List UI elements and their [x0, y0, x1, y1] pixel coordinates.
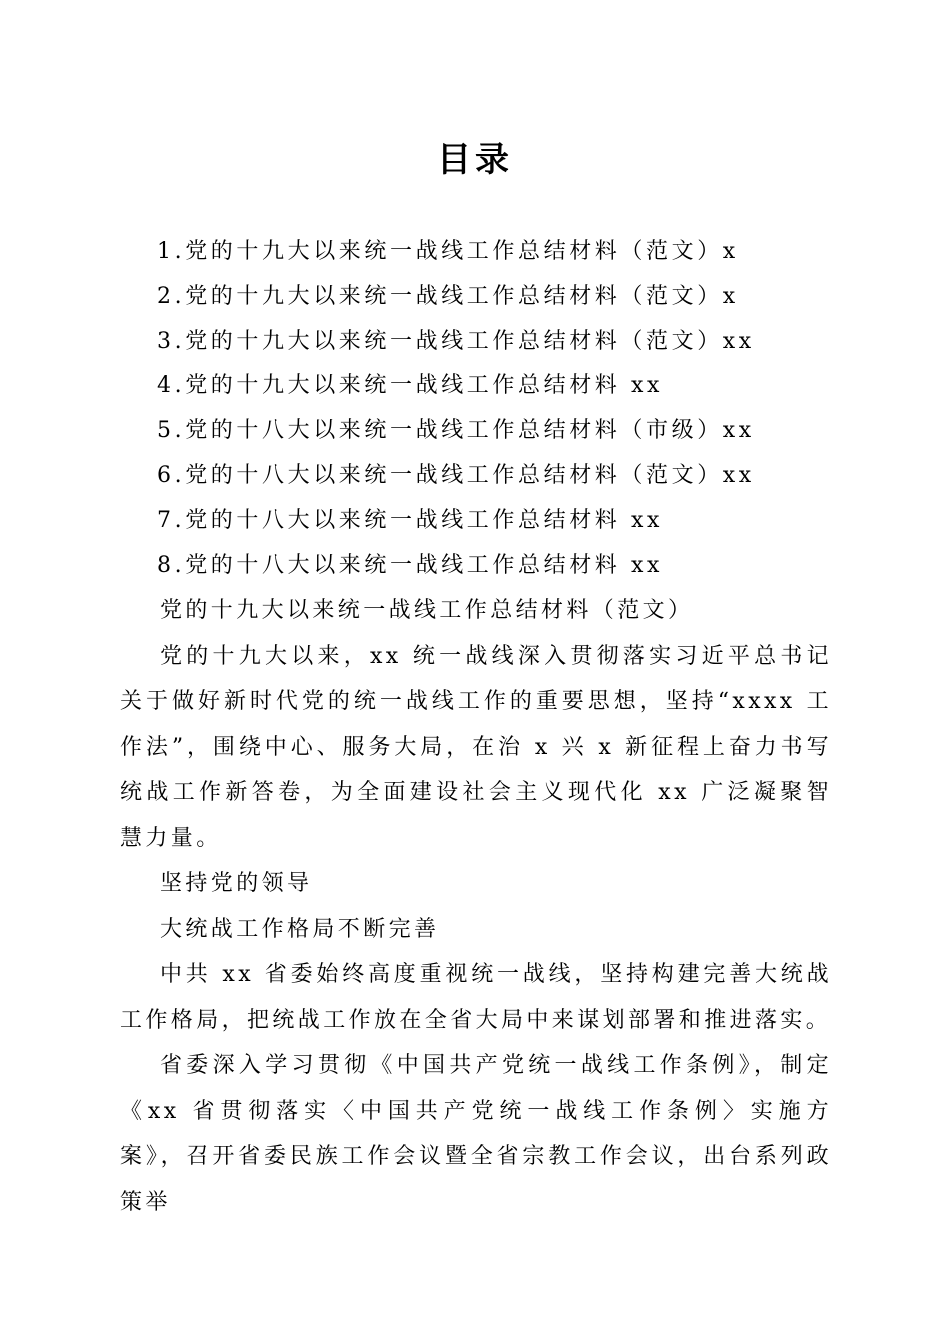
- subheading: 坚持党的领导: [160, 871, 313, 896]
- toc-item: 6.党的十八大以来统一战线工作总结材料（范文）xx: [157, 462, 755, 488]
- toc-item: 1.党的十九大以来统一战线工作总结材料（范文）x: [157, 239, 739, 264]
- toc-item: 2.党的十九大以来统一战线工作总结材料（范文）x: [157, 283, 739, 309]
- document-title: 目录: [437, 140, 513, 180]
- table-of-contents: [157, 230, 857, 588]
- toc-item: 3.党的十九大以来统一战线工作总结材料（范文）xx: [157, 328, 755, 354]
- toc-item: 7.党的十八大以来统一战线工作总结材料 xx: [157, 507, 663, 533]
- toc-item: 4.党的十九大以来统一战线工作总结材料 xx: [157, 373, 663, 399]
- section-heading: 党的十九大以来统一战线工作总结材料（范文）: [160, 598, 694, 623]
- body-paragraph: 中共 xx 省委始终高度重视统一战线，坚持构建完善大统战工作格局，把统战工作放在全省大局中来谋划部署和推进落实。: [120, 962, 832, 1033]
- document-body: [120, 588, 832, 1225]
- body-paragraph: 党的十九大以来，xx 统一战线深入贯彻落实习近平总书记关于做好新时代党的统一战线工作的重要思想，坚持“xxxx 工作法”，围绕中心、服务大局，在治 x 兴 x 新征程上奋力书写统战工作新答卷，为全面建设社会主义现代化 xx 广泛凝聚智慧力量。: [120, 643, 832, 851]
- toc-item: 8.党的十八大以来统一战线工作总结材料 xx: [157, 552, 663, 578]
- subheading: 大统战工作格局不断完善: [160, 916, 440, 942]
- body-paragraph: 省委深入学习贯彻《中国共产党统一战线工作条例》，制定《xx 省贯彻落实〈中国共产党统一战线工作条例〉实施方案》，召开省委民族工作会议暨全省宗教工作会议，出台系列政策举: [120, 1053, 832, 1215]
- toc-item: 5.党的十八大以来统一战线工作总结材料（市级）xx: [157, 418, 755, 444]
